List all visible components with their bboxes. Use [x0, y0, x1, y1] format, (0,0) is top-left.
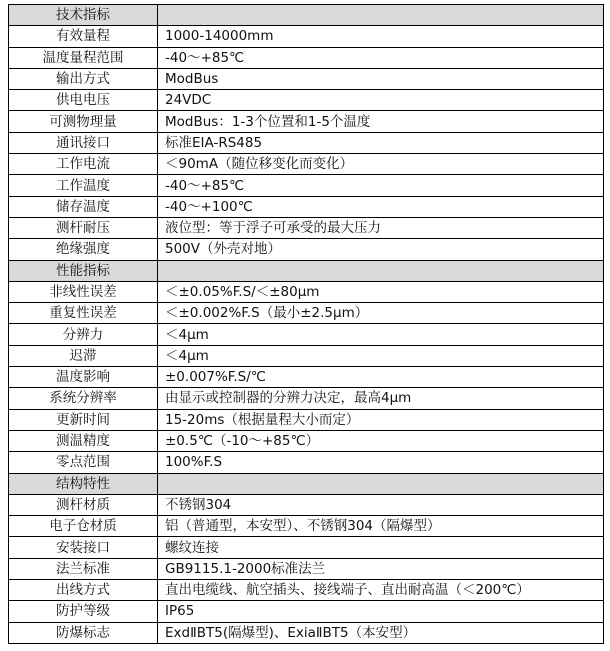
spec-label: 电子仓材质 [9, 516, 158, 537]
spec-label: 系统分辨率 [9, 388, 158, 409]
table-row [9, 68, 604, 89]
spec-label: 安装接口 [9, 537, 158, 558]
spec-value: ＜4μm [158, 324, 604, 345]
spec-label: 分辨力 [9, 324, 158, 345]
spec-value: IP65 [158, 601, 604, 622]
section-header-row [9, 473, 604, 494]
spec-label: 重复性误差 [9, 303, 158, 324]
table-row [9, 345, 604, 366]
spec-label: 零点范围 [9, 452, 158, 473]
table-row [9, 26, 604, 47]
section-filler-cell [158, 260, 604, 281]
spec-value: ±0.5℃（-10～+85℃） [158, 430, 604, 451]
spec-label: 输出方式 [9, 68, 158, 89]
table-row [9, 239, 604, 260]
table-row [9, 47, 604, 68]
spec-label: 防护等级 [9, 601, 158, 622]
spec-value: ＜±0.002%F.S（最小±2.5μm） [158, 303, 604, 324]
spec-value: 由显示或控制器的分辨力决定，最高4μm [158, 388, 604, 409]
spec-value: 24VDC [158, 90, 604, 111]
table-row [9, 196, 604, 217]
spec-label: 可测物理量 [9, 111, 158, 132]
table-row [9, 132, 604, 153]
table-row [9, 388, 604, 409]
table-row [9, 175, 604, 196]
spec-value: 100%F.S [158, 452, 604, 473]
spec-table-body [9, 5, 604, 644]
spec-label: 工作电流 [9, 154, 158, 175]
section-header-row [9, 5, 604, 26]
spec-value: ±0.007%F.S/℃ [158, 367, 604, 388]
section-title: 性能指标 [9, 260, 158, 281]
spec-value: 500V（外壳对地） [158, 239, 604, 260]
spec-label: 测杆耐压 [9, 217, 158, 238]
section-header-row [9, 260, 604, 281]
spec-label: 迟滞 [9, 345, 158, 366]
table-row [9, 622, 604, 643]
spec-value: 不锈钢304 [158, 494, 604, 515]
table-row [9, 494, 604, 515]
spec-label: 法兰标准 [9, 558, 158, 579]
section-title: 技术指标 [9, 5, 158, 26]
spec-value: 1000-14000mm [158, 26, 604, 47]
table-row [9, 111, 604, 132]
spec-value: ＜90mA（随位移变化而变化） [158, 154, 604, 175]
spec-value: -40～+85℃ [158, 175, 604, 196]
spec-label: 供电电压 [9, 90, 158, 111]
table-row [9, 430, 604, 451]
spec-value: ModBus：1-3个位置和1-5个温度 [158, 111, 604, 132]
table-row [9, 537, 604, 558]
spec-value: ExdⅡBT5(隔爆型)、ExiaⅡBT5（本安型） [158, 622, 604, 643]
section-filler-cell [158, 5, 604, 26]
spec-label: 通讯接口 [9, 132, 158, 153]
table-row [9, 580, 604, 601]
table-row [9, 217, 604, 238]
spec-label: 绝缘强度 [9, 239, 158, 260]
spec-table [8, 4, 604, 644]
section-title: 结构特性 [9, 473, 158, 494]
spec-label: 工作温度 [9, 175, 158, 196]
table-row [9, 601, 604, 622]
table-row [9, 452, 604, 473]
spec-label: 温度影响 [9, 367, 158, 388]
spec-value: ＜±0.05%F.S/＜±80μm [158, 281, 604, 302]
table-row [9, 516, 604, 537]
spec-value: 15-20ms（根据量程大小而定） [158, 409, 604, 430]
spec-label: 非线性误差 [9, 281, 158, 302]
section-filler-cell [158, 473, 604, 494]
table-row [9, 303, 604, 324]
spec-label: 有效量程 [9, 26, 158, 47]
spec-label: 测温精度 [9, 430, 158, 451]
spec-value: -40～+85℃ [158, 47, 604, 68]
spec-value: GB9115.1-2000标准法兰 [158, 558, 604, 579]
spec-label: 更新时间 [9, 409, 158, 430]
spec-value: 液位型：等于浮子可承受的最大压力 [158, 217, 604, 238]
spec-value: 螺纹连接 [158, 537, 604, 558]
spec-label: 测杆材质 [9, 494, 158, 515]
table-row [9, 367, 604, 388]
table-row [9, 281, 604, 302]
spec-label: 防爆标志 [9, 622, 158, 643]
table-row [9, 324, 604, 345]
spec-value: 直出电缆线、航空插头、接线端子、直出耐高温（＜200℃） [158, 580, 604, 601]
table-row [9, 409, 604, 430]
spec-label: 温度量程范围 [9, 47, 158, 68]
spec-value: -40～+100℃ [158, 196, 604, 217]
table-row [9, 558, 604, 579]
spec-value: 标准EIA-RS485 [158, 132, 604, 153]
table-row [9, 154, 604, 175]
spec-value: 铝（普通型，本安型）、不锈钢304（隔爆型） [158, 516, 604, 537]
spec-value: ＜4μm [158, 345, 604, 366]
spec-label: 出线方式 [9, 580, 158, 601]
table-row [9, 90, 604, 111]
spec-label: 储存温度 [9, 196, 158, 217]
spec-value: ModBus [158, 68, 604, 89]
